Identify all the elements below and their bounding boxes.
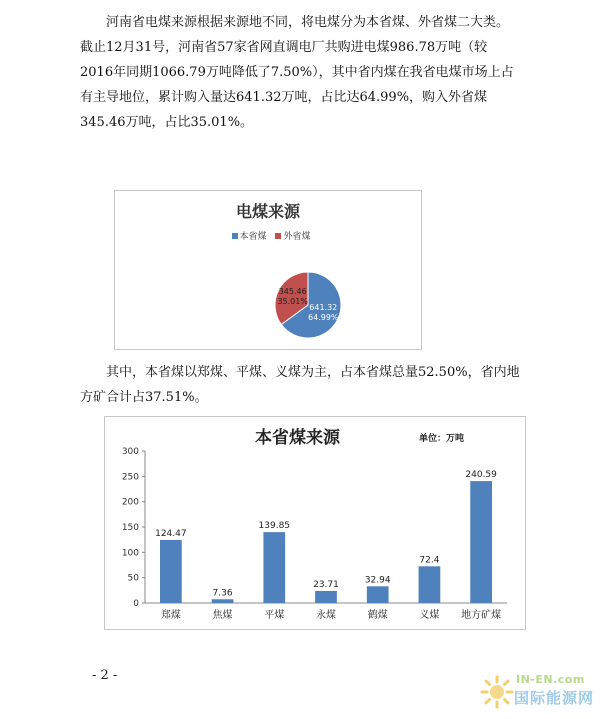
- y-tick-label-4: 200: [121, 497, 139, 508]
- watermark-brand-bottom: 国际能源网: [514, 689, 595, 707]
- legend-label-0: 本省煤: [239, 232, 267, 242]
- bar-value-label-0: 124.47: [155, 528, 187, 539]
- pie-percent-label-1: 35.01%: [277, 297, 308, 307]
- x-tick-label-4: 鹤煤: [367, 610, 388, 621]
- page-number: - 2 -: [92, 668, 118, 683]
- y-tick-label-2: 100: [121, 548, 139, 559]
- sun-logo-icon: [480, 675, 514, 709]
- bar-value-label-6: 240.59: [465, 470, 497, 481]
- bar-value-label-1: 7.36: [212, 588, 233, 599]
- x-tick-label-2: 平煤: [264, 610, 285, 621]
- bar-chart-title: 本省煤来源: [255, 428, 340, 448]
- x-tick-label-0: 郑煤: [160, 610, 181, 621]
- pie-plot: [115, 191, 421, 349]
- y-tick-label-6: 300: [121, 447, 139, 457]
- x-tick-label-3: 永煤: [316, 610, 336, 621]
- bar-1: [212, 599, 234, 603]
- pie-percent-label-0: 64.99%: [308, 312, 339, 322]
- x-tick-label-6: 地方矿煤: [461, 610, 502, 621]
- bar-value-label-2: 139.85: [258, 521, 291, 532]
- y-tick-label-3: 150: [121, 523, 139, 533]
- y-tick-label-0: 0: [133, 599, 139, 609]
- legend-label-1: 外省煤: [283, 232, 311, 242]
- x-tick-label-5: 义煤: [419, 610, 440, 621]
- bar-chart-unit: 单位：万吨: [419, 434, 465, 444]
- bar-6: [470, 481, 492, 603]
- y-tick-label-5: 250: [121, 472, 139, 483]
- paragraph-province-coal: 其中，本省煤以郑煤、平煤、义煤为主，占本省煤总量52.50%，省内地方矿合计占37.51%。: [80, 365, 520, 405]
- watermark-logo: [480, 671, 596, 717]
- bar-value-label-3: 23.71: [313, 579, 339, 590]
- y-tick-label-1: 50: [127, 573, 139, 584]
- bar-value-label-4: 32.94: [364, 575, 391, 586]
- bar-3: [315, 591, 337, 603]
- bar-chart-province-coal: [104, 416, 526, 630]
- bar-0: [160, 540, 182, 603]
- bar-4: [367, 586, 389, 603]
- x-tick-label-1: 焦煤: [212, 610, 233, 621]
- bar-value-label-5: 72.4: [419, 555, 440, 566]
- pie-chart-coal-sources: [114, 190, 422, 350]
- bar-2: [263, 532, 285, 603]
- pie-value-label-0: 641.32: [309, 302, 338, 312]
- pie-value-label-1: 345.46: [278, 287, 307, 297]
- watermark-brand-top: IN-EN.com: [516, 673, 585, 686]
- paragraph-coal-sources: 河南省电煤来源根据来源地不同，将电煤分为本省煤、外省煤二大类。截止12月31号，河南省57家省网直调电厂共购进电煤986.78万吨（较2016年同期1066.79万吨降低了7.50%），其中省内煤在我省电煤市场上占有主导地位，累计购入量达641.32万吨，占比达64.99%，购入外省煤345.46万吨，占比35.01%。: [80, 15, 514, 130]
- bar-plot: [105, 417, 525, 629]
- bar-5: [419, 566, 441, 603]
- pie-chart-title: 电煤来源: [235, 202, 300, 221]
